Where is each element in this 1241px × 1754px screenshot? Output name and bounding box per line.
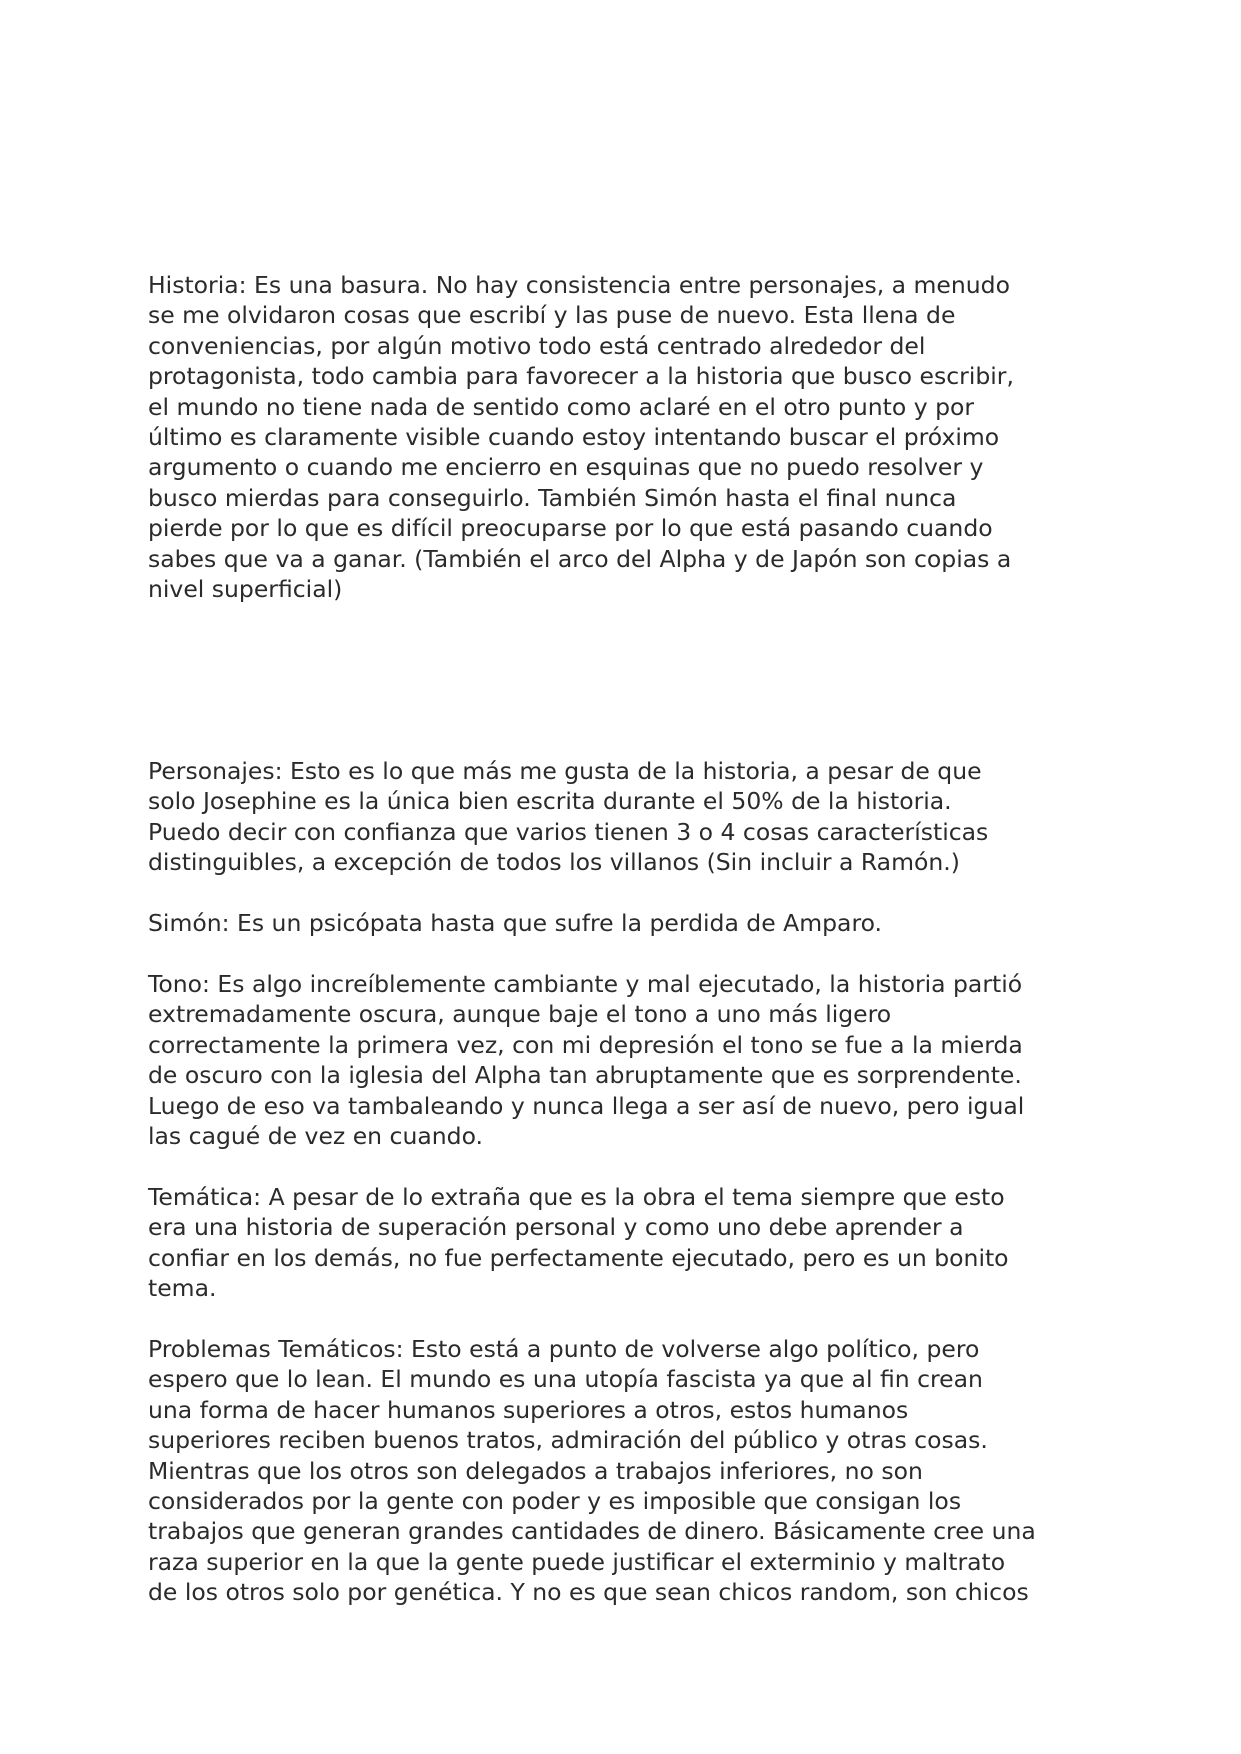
paragraph-simon: Simón: Es un psicópata hasta que sufre la perdida de Amparo.	[148, 909, 883, 937]
paragraph-personajes: Personajes: Esto es lo que más me gusta de la historia, a pesar de que solo Josephine es la única bien escrita durante el 50% de la historia. Puedo decir con confianza que varios tienen 3 o 4 cosas características distinguibles, a excepción de todos los villanos (Sin incluir a Ramón.)	[148, 757, 989, 877]
paragraph-historia: Historia: Es una basura. No hay consistencia entre personajes, a menudo se me olvidaron cosas que escribí y las puse de nuevo. Esta llena de conveniencias, por algún motivo todo está centrado alrededor del protagonista, todo cambia para favorecer a la historia que busco escribir, el mundo no tiene nada de sentido como aclaré en el otro punto y por último es claramente visible cuando estoy intentando buscar el próximo argumento o cuando me encierro en esquinas que no puedo resolver y busco mierdas para conseguirlo. También Simón hasta el final nunca pierde por lo que es difícil preocuparse por lo que está pasando cuando sabes que va a ganar. (También el arco del Alpha y de Japón son copias a nivel superficial)	[148, 271, 1014, 604]
paragraph-tematica: Temática: A pesar de lo extraña que es la obra el tema siempre que esto era una historia de superación personal y como uno debe aprender a confiar en los demás, no fue perfectamente ejecutado, pero es un bonito tema.	[148, 1183, 1009, 1303]
paragraph-problemas-tematicos: Problemas Temáticos: Esto está a punto de volverse algo político, pero espero que lo lean. El mundo es una utopía fascista ya que al fin crean una forma de hacer humanos superiores a otros, estos humanos superiores reciben buenos tratos, admiración del público y otras cosas. Mientras que los otros son delegados a trabajos inferiores, no son considerados por la gente con poder y es imposible que consigan los trabajos que generan grandes cantidades de dinero. Básicamente cree una raza superior en la que la gente puede justificar el exterminio y maltrato de los otros solo por genética. Y no es que sean chicos random, son chicos	[148, 1335, 1036, 1607]
paragraph-tono: Tono: Es algo increíblemente cambiante y mal ejecutado, la historia partió extremadamente oscura, aunque baje el tono a uno más ligero correctamente la primera vez, con mi depresión el tono se fue a la mierda de oscuro con la iglesia del Alpha tan abruptamente que es sorprendente. Luego de eso va tambaleando y nunca llega a ser así de nuevo, pero igual las cagué de vez en cuando.	[148, 970, 1025, 1151]
